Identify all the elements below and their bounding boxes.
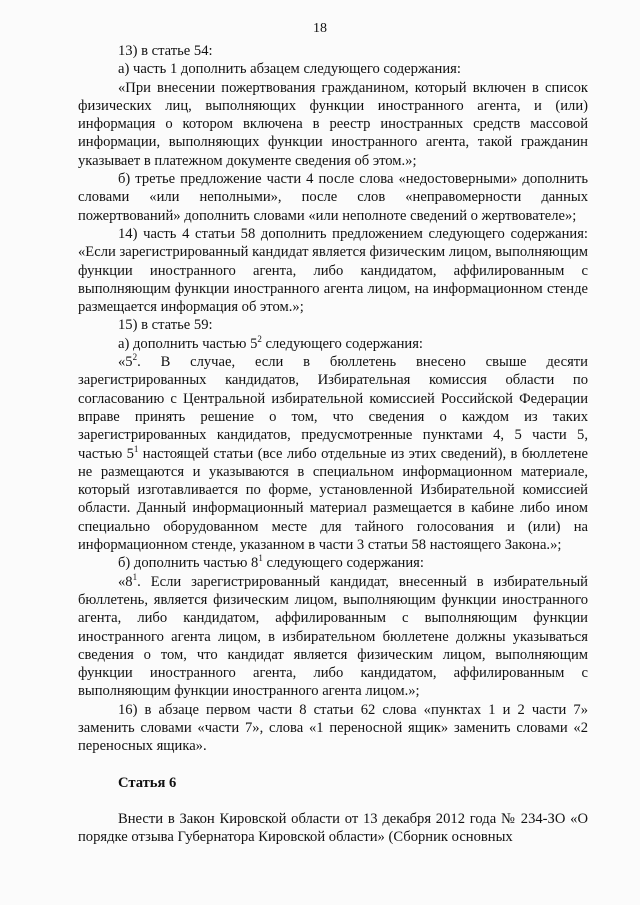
paragraph-item-16: 16) в абзаце первом части 8 статьи 62 слова «пунктах 1 и 2 части 7» заменить словами «части 7», слова «1 переносной ящик» заменить словами «2 переносных ящика». [78, 701, 588, 755]
page-number: 18 [313, 21, 327, 36]
quote-5-2-part2: настоящей статьи (все либо отдельные из этих сведений), в бюллетене не размещаются и указываются в специальном информационном материале, который изготавливается по форме, установленной Избирательной комиссией области. Данный информационный материал размещается в кабине либо ином специально оборудованном месте для тайного голосования и (или) на информационном стенде, указанном в части 3 статьи 58 настоящего Закона.»; [78, 445, 588, 554]
paragraph-quote-donation: «При внесении пожертвования гражданином, который включен в список физических лиц, выполняющих функции иностранного агента, и (или) информация о котором включена в реестр иностранных средств массовой информации, выполняющих функции иностранного агента, такой гражданин указывает в платежном документе сведения об этом.»; [78, 79, 588, 169]
quote-5-2-open: «5 [118, 354, 133, 371]
superscript: 1 [258, 553, 263, 564]
paragraph-quote-8-1 [78, 573, 588, 701]
paragraph-item-13: 13) в статье 54: [118, 43, 213, 59]
document-body [78, 42, 588, 846]
superscript: 1 [133, 443, 139, 454]
paragraph-article-6: Внести в Закон Кировской области от 13 декабря 2012 года № 234-ЗО «О порядке отзыва Губернатора Кировской области» (Сборник основных [78, 810, 588, 846]
paragraph-item-15b [78, 554, 588, 572]
superscript: 2 [257, 333, 262, 344]
superscript: 2 [132, 352, 138, 363]
paragraph-item-15a-tail: следующего содержания: [261, 335, 423, 352]
superscript: 1 [132, 571, 138, 582]
paragraph-item-15: 15) в статье 59: [118, 317, 213, 334]
section-heading: Статья 6 [118, 774, 177, 791]
paragraph-item-13b: б) третье предложение части 4 после слова «недостоверными» дополнить словами «или неполными», после слов «неправомерности данных пожертвований» дополнить словами «или неполноте сведений о жертвователе»; [78, 171, 588, 224]
paragraph-item-15a-text: а) дополнить частью 5 [118, 335, 258, 352]
paragraph-item-15a [78, 335, 588, 353]
paragraph-item-13a: а) часть 1 дополнить абзацем следующего содержания: [118, 61, 461, 78]
quote-8-1-rest: . Если зарегистрированный кандидат, внесенный в избирательный бюллетень, является физическим лицом, выполняющим функции иностранного агента, либо кандидатом, аффилированным с выполняющим функции иностранного агента лицом, в избирательном бюллетене должны указываться сведения о том, что кандидат является физическим лицом, выполняющим функции иностранного агента, либо кандидатом, аффилированным с выполняющим функции иностранного агента лицом.»; [78, 573, 588, 700]
paragraph-item-14: 14) часть 4 статьи 58 дополнить предложением следующего содержания: «Если зарегистрированный кандидат является физическим лицом, выполняющим функции иностранного агента, либо кандидатом, аффилированным с выполняющим функции иностранного агента лицом, на информационном стенде размещается информация об этом.»; [78, 225, 588, 316]
quote-8-1-open: «8 [118, 573, 133, 590]
paragraph-item-15b-text: б) дополнить частью 8 [118, 555, 259, 572]
paragraph-quote-5-2 [78, 353, 588, 554]
quote-5-2-part1: . В случае, если в бюллетень внесено свыше десяти зарегистрированных кандидатов, Избирательная комиссия области по согласованию с Центральной избирательной комиссией Российской Федерации вправе принять решение о том, что сведения о каждом из таких зарегистрированных кандидатов, предусмотренные пунктами 4, 5 части 5, частью 5 [78, 354, 588, 462]
paragraph-item-15b-tail: следующего содержания: [262, 555, 424, 572]
